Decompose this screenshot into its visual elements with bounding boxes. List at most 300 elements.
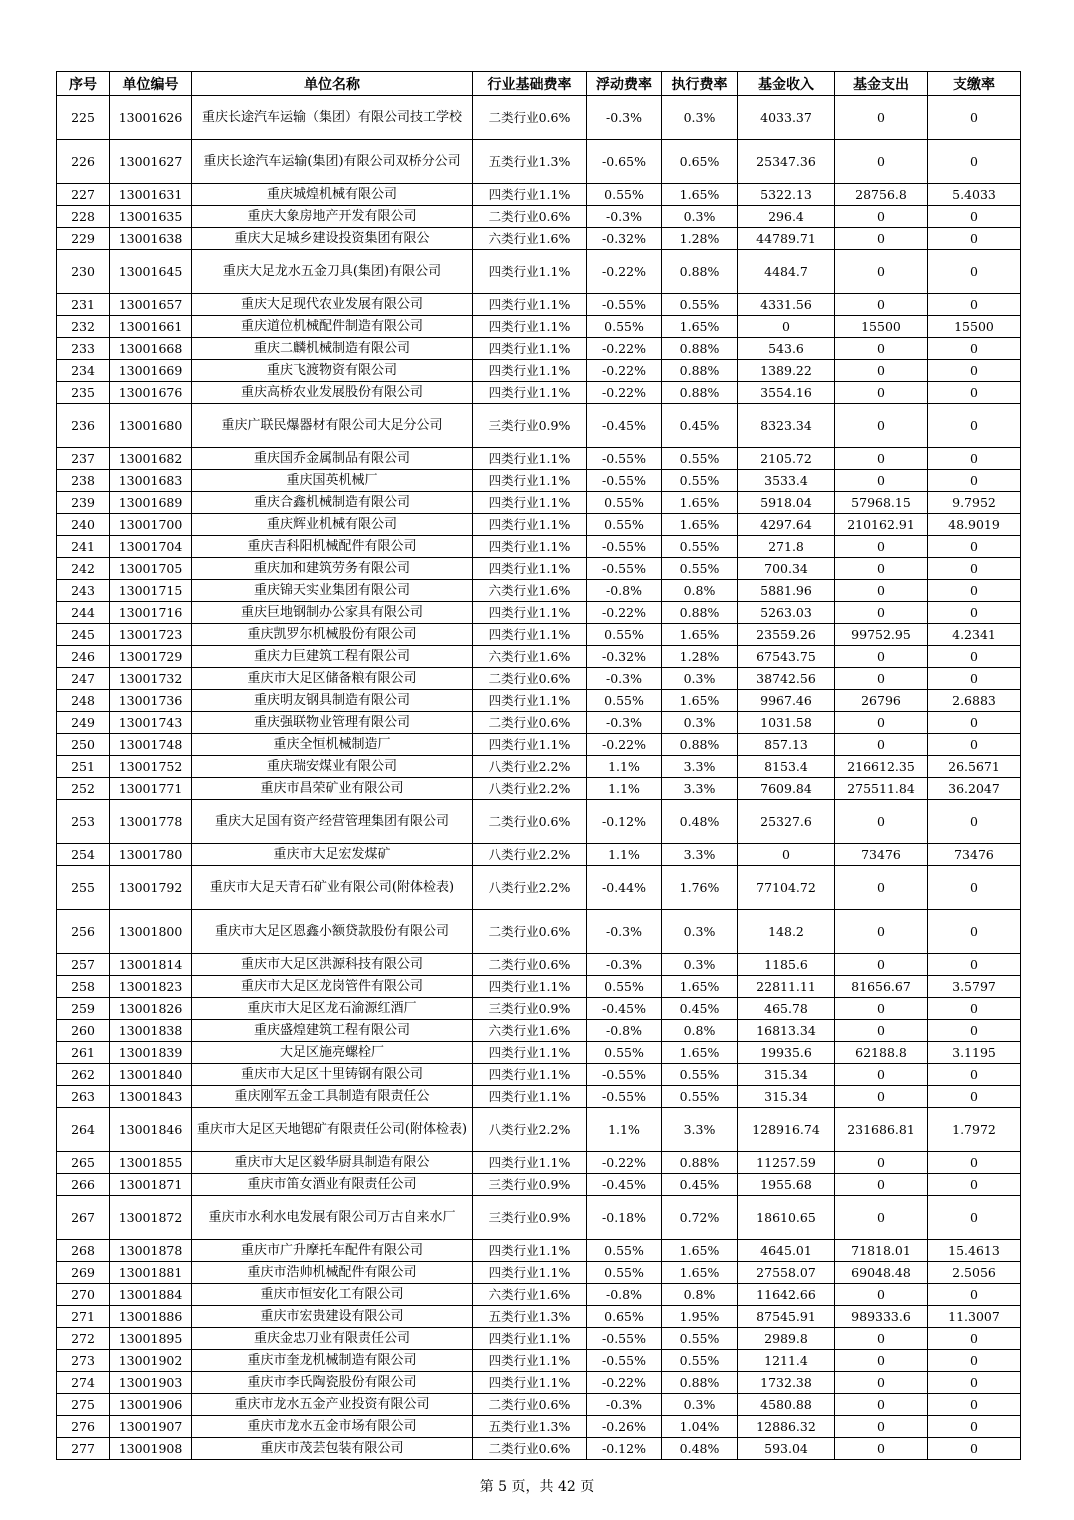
col-unit-code-cell: 13001840 xyxy=(110,1064,192,1086)
col-base-rate-header: 行业基础费率 xyxy=(473,72,587,96)
col-seq-header: 序号 xyxy=(57,72,110,96)
col-exec-rate-cell: 0.88% xyxy=(662,1372,738,1394)
col-fund-income-cell: 1955.68 xyxy=(738,1174,835,1196)
col-unit-code-cell: 13001748 xyxy=(110,734,192,756)
col-seq-cell: 262 xyxy=(57,1064,110,1086)
col-payout-ratio-cell: 2.6883 xyxy=(928,690,1021,712)
col-fund-income-cell: 5263.03 xyxy=(738,602,835,624)
col-base-rate-cell: 四类行业1.1% xyxy=(473,492,587,514)
col-unit-code-cell: 13001638 xyxy=(110,228,192,250)
col-unit-name-cell: 重庆市宏贵建设有限公司 xyxy=(192,1306,473,1328)
col-unit-code-cell: 13001743 xyxy=(110,712,192,734)
col-base-rate-cell: 四类行业1.1% xyxy=(473,1042,587,1064)
col-base-rate-cell: 二类行业0.6% xyxy=(473,668,587,690)
col-seq-cell: 235 xyxy=(57,382,110,404)
col-float-rate-cell: -0.22% xyxy=(587,250,662,294)
col-unit-name-cell: 重庆市广升摩托车配件有限公司 xyxy=(192,1240,473,1262)
col-unit-name-cell: 重庆市大足区恩鑫小额贷款股份有限公司 xyxy=(192,910,473,954)
col-float-rate-cell: -0.12% xyxy=(587,1438,662,1460)
col-unit-name-cell: 重庆市笛女酒业有限责任公司 xyxy=(192,1174,473,1196)
table-row xyxy=(57,580,1021,602)
col-seq-cell: 252 xyxy=(57,778,110,800)
col-float-rate-cell: -0.3% xyxy=(587,910,662,954)
table-row xyxy=(57,140,1021,184)
col-base-rate-cell: 四类行业1.1% xyxy=(473,536,587,558)
col-float-rate-cell: -0.22% xyxy=(587,602,662,624)
col-float-rate-cell: -0.3% xyxy=(587,954,662,976)
col-float-rate-cell: -0.22% xyxy=(587,1372,662,1394)
col-fund-income-cell: 25327.6 xyxy=(738,800,835,844)
col-fund-expense-cell: 0 xyxy=(835,580,928,602)
col-float-rate-cell: 0.65% xyxy=(587,1306,662,1328)
col-fund-expense-cell: 0 xyxy=(835,1284,928,1306)
table-row xyxy=(57,646,1021,668)
col-exec-rate-cell: 0.3% xyxy=(662,1394,738,1416)
col-exec-rate-cell: 1.28% xyxy=(662,646,738,668)
col-float-rate-cell: -0.3% xyxy=(587,96,662,140)
col-seq-cell: 247 xyxy=(57,668,110,690)
col-seq-cell: 245 xyxy=(57,624,110,646)
col-exec-rate-cell: 1.65% xyxy=(662,316,738,338)
col-unit-name-cell: 重庆市恒安化工有限公司 xyxy=(192,1284,473,1306)
table-row xyxy=(57,1064,1021,1086)
table-row xyxy=(57,778,1021,800)
col-seq-cell: 273 xyxy=(57,1350,110,1372)
col-unit-name-cell: 重庆长途汽车运输(集团)有限公司双桥分公司 xyxy=(192,140,473,184)
col-unit-name-cell: 重庆加和建筑劳务有限公司 xyxy=(192,558,473,580)
col-fund-income-cell: 315.34 xyxy=(738,1064,835,1086)
header-row xyxy=(57,72,1021,96)
col-exec-rate-cell: 0.8% xyxy=(662,1020,738,1042)
col-fund-income-cell: 4484.7 xyxy=(738,250,835,294)
col-payout-ratio-cell: 0 xyxy=(928,866,1021,910)
table-row xyxy=(57,206,1021,228)
col-float-rate-cell: -0.8% xyxy=(587,580,662,602)
col-unit-code-cell: 13001682 xyxy=(110,448,192,470)
table-row xyxy=(57,558,1021,580)
col-unit-name-cell: 重庆市大足区储备粮有限公司 xyxy=(192,668,473,690)
col-unit-name-cell: 重庆吉科阳机械配件有限公司 xyxy=(192,536,473,558)
col-unit-code-cell: 13001736 xyxy=(110,690,192,712)
col-fund-income-cell: 465.78 xyxy=(738,998,835,1020)
table-row xyxy=(57,316,1021,338)
col-float-rate-cell: -0.55% xyxy=(587,1086,662,1108)
col-fund-expense-cell: 0 xyxy=(835,910,928,954)
col-unit-name-cell: 重庆大足现代农业发展有限公司 xyxy=(192,294,473,316)
col-unit-code-cell: 13001778 xyxy=(110,800,192,844)
col-exec-rate-cell: 0.55% xyxy=(662,558,738,580)
col-payout-ratio-cell: 0 xyxy=(928,602,1021,624)
col-base-rate-cell: 二类行业0.6% xyxy=(473,206,587,228)
col-fund-income-cell: 9967.46 xyxy=(738,690,835,712)
col-fund-expense-cell: 0 xyxy=(835,96,928,140)
col-float-rate-cell: -0.22% xyxy=(587,1152,662,1174)
col-exec-rate-cell: 0.3% xyxy=(662,910,738,954)
col-fund-income-cell: 700.34 xyxy=(738,558,835,580)
col-base-rate-cell: 五类行业1.3% xyxy=(473,140,587,184)
col-unit-name-cell: 重庆市茂芸包装有限公司 xyxy=(192,1438,473,1460)
col-exec-rate-cell: 1.65% xyxy=(662,184,738,206)
col-float-rate-cell: 0.55% xyxy=(587,316,662,338)
col-fund-expense-cell: 0 xyxy=(835,1328,928,1350)
col-payout-ratio-cell: 48.9019 xyxy=(928,514,1021,536)
col-base-rate-cell: 六类行业1.6% xyxy=(473,580,587,602)
col-seq-cell: 255 xyxy=(57,866,110,910)
table-row xyxy=(57,1328,1021,1350)
col-float-rate-cell: -0.8% xyxy=(587,1284,662,1306)
col-float-rate-cell: -0.55% xyxy=(587,1328,662,1350)
col-exec-rate-cell: 0.45% xyxy=(662,404,738,448)
col-payout-ratio-cell: 0 xyxy=(928,1086,1021,1108)
col-fund-expense-cell: 0 xyxy=(835,250,928,294)
table-row xyxy=(57,1240,1021,1262)
col-base-rate-cell: 四类行业1.1% xyxy=(473,624,587,646)
col-unit-code-header: 单位编号 xyxy=(110,72,192,96)
col-base-rate-cell: 四类行业1.1% xyxy=(473,558,587,580)
col-seq-cell: 266 xyxy=(57,1174,110,1196)
col-float-rate-cell: -0.22% xyxy=(587,382,662,404)
col-unit-code-cell: 13001683 xyxy=(110,470,192,492)
col-fund-income-cell: 44789.71 xyxy=(738,228,835,250)
col-unit-name-cell: 重庆力巨建筑工程有限公司 xyxy=(192,646,473,668)
col-float-rate-cell: 1.1% xyxy=(587,844,662,866)
col-base-rate-cell: 八类行业2.2% xyxy=(473,866,587,910)
col-exec-rate-cell: 0.3% xyxy=(662,96,738,140)
col-payout-ratio-cell: 0 xyxy=(928,1174,1021,1196)
col-seq-cell: 230 xyxy=(57,250,110,294)
col-fund-expense-cell: 28756.8 xyxy=(835,184,928,206)
col-fund-expense-cell: 216612.35 xyxy=(835,756,928,778)
col-unit-name-cell: 重庆巨地钢制办公家具有限公司 xyxy=(192,602,473,624)
col-payout-ratio-cell: 0 xyxy=(928,734,1021,756)
col-payout-ratio-cell: 0 xyxy=(928,1438,1021,1460)
col-payout-ratio-cell: 0 xyxy=(928,1372,1021,1394)
col-float-rate-cell: 0.55% xyxy=(587,690,662,712)
col-exec-rate-cell: 1.65% xyxy=(662,624,738,646)
table-row xyxy=(57,1152,1021,1174)
col-fund-income-cell: 38742.56 xyxy=(738,668,835,690)
col-exec-rate-cell: 1.65% xyxy=(662,1042,738,1064)
col-float-rate-cell: -0.22% xyxy=(587,360,662,382)
col-base-rate-cell: 四类行业1.1% xyxy=(473,1240,587,1262)
col-fund-income-cell: 2105.72 xyxy=(738,448,835,470)
col-base-rate-cell: 二类行业0.6% xyxy=(473,712,587,734)
col-base-rate-cell: 四类行业1.1% xyxy=(473,1086,587,1108)
col-payout-ratio-cell: 0 xyxy=(928,646,1021,668)
col-exec-rate-cell: 0.72% xyxy=(662,1196,738,1240)
col-exec-rate-cell: 0.88% xyxy=(662,360,738,382)
col-seq-cell: 237 xyxy=(57,448,110,470)
col-payout-ratio-cell: 0 xyxy=(928,448,1021,470)
col-fund-expense-cell: 0 xyxy=(835,448,928,470)
col-base-rate-cell: 四类行业1.1% xyxy=(473,1152,587,1174)
col-unit-code-cell: 13001906 xyxy=(110,1394,192,1416)
col-payout-ratio-cell: 0 xyxy=(928,1350,1021,1372)
col-float-rate-cell: -0.55% xyxy=(587,1064,662,1086)
col-exec-rate-cell: 0.88% xyxy=(662,1152,738,1174)
col-exec-rate-cell: 0.88% xyxy=(662,602,738,624)
col-exec-rate-cell: 0.48% xyxy=(662,1438,738,1460)
col-seq-cell: 246 xyxy=(57,646,110,668)
table-row xyxy=(57,602,1021,624)
col-fund-expense-cell: 62188.8 xyxy=(835,1042,928,1064)
col-fund-income-cell: 4297.64 xyxy=(738,514,835,536)
col-unit-code-cell: 13001878 xyxy=(110,1240,192,1262)
col-payout-ratio-cell: 0 xyxy=(928,1394,1021,1416)
table-row xyxy=(57,1372,1021,1394)
col-base-rate-cell: 六类行业1.6% xyxy=(473,1020,587,1042)
col-fund-income-header: 基金收入 xyxy=(738,72,835,96)
col-unit-name-cell: 重庆市奎龙机械制造有限公司 xyxy=(192,1350,473,1372)
col-base-rate-cell: 四类行业1.1% xyxy=(473,382,587,404)
col-fund-expense-cell: 81656.67 xyxy=(835,976,928,998)
col-base-rate-cell: 二类行业0.6% xyxy=(473,96,587,140)
col-unit-code-cell: 13001903 xyxy=(110,1372,192,1394)
col-base-rate-cell: 四类行业1.1% xyxy=(473,1064,587,1086)
col-seq-cell: 274 xyxy=(57,1372,110,1394)
col-unit-code-cell: 13001732 xyxy=(110,668,192,690)
table-row xyxy=(57,712,1021,734)
col-payout-ratio-cell: 0 xyxy=(928,382,1021,404)
col-exec-rate-cell: 1.65% xyxy=(662,1262,738,1284)
col-fund-expense-cell: 0 xyxy=(835,536,928,558)
col-seq-cell: 233 xyxy=(57,338,110,360)
col-fund-income-cell: 4033.37 xyxy=(738,96,835,140)
col-float-rate-cell: 0.55% xyxy=(587,624,662,646)
col-exec-rate-cell: 0.8% xyxy=(662,580,738,602)
col-payout-ratio-cell: 0 xyxy=(928,580,1021,602)
col-unit-name-cell: 重庆市水利水电发展有限公司万古自来水厂 xyxy=(192,1196,473,1240)
col-seq-cell: 234 xyxy=(57,360,110,382)
col-unit-name-cell: 重庆锦天实业集团有限公司 xyxy=(192,580,473,602)
col-unit-code-cell: 13001657 xyxy=(110,294,192,316)
col-unit-code-cell: 13001872 xyxy=(110,1196,192,1240)
col-exec-rate-cell: 0.88% xyxy=(662,338,738,360)
col-unit-name-header: 单位名称 xyxy=(192,72,473,96)
col-unit-code-cell: 13001884 xyxy=(110,1284,192,1306)
col-exec-rate-cell: 0.88% xyxy=(662,734,738,756)
col-unit-name-cell: 重庆市浩帅机械配件有限公司 xyxy=(192,1262,473,1284)
col-unit-name-cell: 大足区施亮螺栓厂 xyxy=(192,1042,473,1064)
col-unit-code-cell: 13001723 xyxy=(110,624,192,646)
col-exec-rate-cell: 0.3% xyxy=(662,954,738,976)
col-base-rate-cell: 四类行业1.1% xyxy=(473,1350,587,1372)
col-fund-expense-cell: 0 xyxy=(835,382,928,404)
col-seq-cell: 225 xyxy=(57,96,110,140)
col-unit-name-cell: 重庆市大足宏发煤矿 xyxy=(192,844,473,866)
col-payout-ratio-cell: 11.3007 xyxy=(928,1306,1021,1328)
col-unit-code-cell: 13001635 xyxy=(110,206,192,228)
col-fund-expense-cell: 0 xyxy=(835,1372,928,1394)
table-row xyxy=(57,668,1021,690)
col-unit-name-cell: 重庆大足龙水五金刀具(集团)有限公司 xyxy=(192,250,473,294)
col-seq-cell: 271 xyxy=(57,1306,110,1328)
col-exec-rate-cell: 0.3% xyxy=(662,206,738,228)
col-base-rate-cell: 二类行业0.6% xyxy=(473,1438,587,1460)
table-row xyxy=(57,800,1021,844)
col-unit-code-cell: 13001704 xyxy=(110,536,192,558)
col-base-rate-cell: 二类行业0.6% xyxy=(473,1394,587,1416)
col-payout-ratio-cell: 15500 xyxy=(928,316,1021,338)
col-exec-rate-cell: 0.8% xyxy=(662,1284,738,1306)
table-row xyxy=(57,184,1021,206)
col-exec-rate-cell: 1.65% xyxy=(662,492,738,514)
col-payout-ratio-cell: 0 xyxy=(928,250,1021,294)
col-base-rate-cell: 四类行业1.1% xyxy=(473,1372,587,1394)
col-payout-ratio-cell: 1.7972 xyxy=(928,1108,1021,1152)
col-unit-name-cell: 重庆道位机械配件制造有限公司 xyxy=(192,316,473,338)
table-row xyxy=(57,360,1021,382)
col-payout-ratio-cell: 0 xyxy=(928,228,1021,250)
table-row xyxy=(57,1174,1021,1196)
col-float-rate-cell: -0.3% xyxy=(587,206,662,228)
col-exec-rate-cell: 1.65% xyxy=(662,976,738,998)
col-fund-expense-cell: 0 xyxy=(835,1174,928,1196)
col-float-rate-cell: -0.55% xyxy=(587,536,662,558)
col-fund-expense-cell: 989333.6 xyxy=(835,1306,928,1328)
col-float-rate-cell: 0.55% xyxy=(587,184,662,206)
col-unit-code-cell: 13001680 xyxy=(110,404,192,448)
col-seq-cell: 268 xyxy=(57,1240,110,1262)
col-unit-name-cell: 重庆市大足区天地锶矿有限责任公司(附体检表) xyxy=(192,1108,473,1152)
col-payout-ratio-cell: 5.4033 xyxy=(928,184,1021,206)
col-fund-income-cell: 1031.58 xyxy=(738,712,835,734)
table-row xyxy=(57,96,1021,140)
col-float-rate-cell: 1.1% xyxy=(587,778,662,800)
col-fund-income-cell: 148.2 xyxy=(738,910,835,954)
col-unit-code-cell: 13001895 xyxy=(110,1328,192,1350)
col-base-rate-cell: 四类行业1.1% xyxy=(473,1262,587,1284)
col-float-rate-cell: -0.55% xyxy=(587,448,662,470)
table-row xyxy=(57,228,1021,250)
col-seq-cell: 248 xyxy=(57,690,110,712)
col-seq-cell: 270 xyxy=(57,1284,110,1306)
col-unit-name-cell: 重庆飞渡物资有限公司 xyxy=(192,360,473,382)
col-unit-code-cell: 13001792 xyxy=(110,866,192,910)
col-fund-income-cell: 1211.4 xyxy=(738,1350,835,1372)
col-unit-code-cell: 13001645 xyxy=(110,250,192,294)
col-payout-ratio-cell: 0 xyxy=(928,1064,1021,1086)
col-base-rate-cell: 四类行业1.1% xyxy=(473,184,587,206)
col-payout-ratio-cell: 3.5797 xyxy=(928,976,1021,998)
col-fund-expense-cell: 0 xyxy=(835,360,928,382)
col-fund-expense-cell: 0 xyxy=(835,712,928,734)
col-exec-rate-cell: 0.88% xyxy=(662,250,738,294)
col-fund-expense-cell: 0 xyxy=(835,1438,928,1460)
col-fund-expense-cell: 0 xyxy=(835,206,928,228)
col-fund-income-cell: 3533.4 xyxy=(738,470,835,492)
col-fund-expense-cell: 0 xyxy=(835,602,928,624)
col-unit-name-cell: 重庆大象房地产开发有限公司 xyxy=(192,206,473,228)
col-seq-cell: 239 xyxy=(57,492,110,514)
col-float-rate-cell: -0.65% xyxy=(587,140,662,184)
col-unit-code-cell: 13001700 xyxy=(110,514,192,536)
col-fund-expense-cell: 0 xyxy=(835,646,928,668)
col-unit-name-cell: 重庆市大足区龙石渝源红酒厂 xyxy=(192,998,473,1020)
col-fund-income-cell: 1185.6 xyxy=(738,954,835,976)
table-row xyxy=(57,734,1021,756)
table-row xyxy=(57,294,1021,316)
table-row xyxy=(57,404,1021,448)
col-unit-name-cell: 重庆合鑫机械制造有限公司 xyxy=(192,492,473,514)
col-fund-income-cell: 128916.74 xyxy=(738,1108,835,1152)
table-row xyxy=(57,1350,1021,1372)
col-float-rate-cell: 0.55% xyxy=(587,514,662,536)
table-row xyxy=(57,470,1021,492)
col-fund-income-cell: 7609.84 xyxy=(738,778,835,800)
col-payout-ratio-cell: 9.7952 xyxy=(928,492,1021,514)
col-fund-expense-cell: 26796 xyxy=(835,690,928,712)
col-fund-expense-cell: 0 xyxy=(835,470,928,492)
col-exec-rate-cell: 0.55% xyxy=(662,1086,738,1108)
col-seq-cell: 250 xyxy=(57,734,110,756)
col-base-rate-cell: 五类行业1.3% xyxy=(473,1306,587,1328)
col-fund-income-cell: 11642.66 xyxy=(738,1284,835,1306)
col-float-rate-cell: 1.1% xyxy=(587,756,662,778)
col-unit-name-cell: 重庆市龙水五金市场有限公司 xyxy=(192,1416,473,1438)
table-row xyxy=(57,382,1021,404)
col-exec-rate-cell: 0.65% xyxy=(662,140,738,184)
col-payout-ratio-cell: 0 xyxy=(928,470,1021,492)
col-base-rate-cell: 二类行业0.6% xyxy=(473,954,587,976)
col-exec-rate-cell: 0.55% xyxy=(662,470,738,492)
col-fund-income-cell: 22811.11 xyxy=(738,976,835,998)
col-fund-expense-cell: 0 xyxy=(835,1152,928,1174)
col-unit-name-cell: 重庆市昌荣矿业有限公司 xyxy=(192,778,473,800)
table-row xyxy=(57,514,1021,536)
col-fund-expense-cell: 275511.84 xyxy=(835,778,928,800)
col-unit-name-cell: 重庆市大足区毅华厨具制造有限公 xyxy=(192,1152,473,1174)
col-exec-rate-cell: 0.88% xyxy=(662,382,738,404)
col-base-rate-cell: 五类行业1.3% xyxy=(473,1416,587,1438)
col-float-rate-cell: 1.1% xyxy=(587,1108,662,1152)
col-unit-code-cell: 13001626 xyxy=(110,96,192,140)
col-base-rate-cell: 三类行业0.9% xyxy=(473,404,587,448)
col-base-rate-cell: 四类行业1.1% xyxy=(473,976,587,998)
col-fund-expense-cell: 0 xyxy=(835,558,928,580)
col-base-rate-cell: 四类行业1.1% xyxy=(473,1328,587,1350)
table-row xyxy=(57,1306,1021,1328)
col-seq-cell: 244 xyxy=(57,602,110,624)
col-float-rate-cell: 0.55% xyxy=(587,492,662,514)
col-seq-cell: 232 xyxy=(57,316,110,338)
col-seq-cell: 277 xyxy=(57,1438,110,1460)
col-payout-ratio-cell: 0 xyxy=(928,338,1021,360)
col-unit-code-cell: 13001715 xyxy=(110,580,192,602)
col-float-rate-cell: -0.55% xyxy=(587,558,662,580)
col-unit-code-cell: 13001826 xyxy=(110,998,192,1020)
col-float-rate-header: 浮动费率 xyxy=(587,72,662,96)
col-seq-cell: 243 xyxy=(57,580,110,602)
col-unit-code-cell: 13001886 xyxy=(110,1306,192,1328)
col-float-rate-cell: -0.55% xyxy=(587,470,662,492)
col-unit-code-cell: 13001881 xyxy=(110,1262,192,1284)
col-base-rate-cell: 三类行业0.9% xyxy=(473,1196,587,1240)
col-exec-rate-cell: 1.65% xyxy=(662,690,738,712)
table-row xyxy=(57,1020,1021,1042)
table-row xyxy=(57,1284,1021,1306)
col-base-rate-cell: 八类行业2.2% xyxy=(473,756,587,778)
col-fund-expense-cell: 0 xyxy=(835,1394,928,1416)
col-payout-ratio-cell: 0 xyxy=(928,998,1021,1020)
col-payout-ratio-cell: 0 xyxy=(928,1328,1021,1350)
col-unit-name-cell: 重庆长途汽车运输（集团）有限公司技工学校 xyxy=(192,96,473,140)
col-unit-name-cell: 重庆大足城乡建设投资集团有限公 xyxy=(192,228,473,250)
table-row xyxy=(57,492,1021,514)
col-fund-expense-cell: 73476 xyxy=(835,844,928,866)
col-fund-expense-cell: 210162.91 xyxy=(835,514,928,536)
col-fund-income-cell: 1389.22 xyxy=(738,360,835,382)
